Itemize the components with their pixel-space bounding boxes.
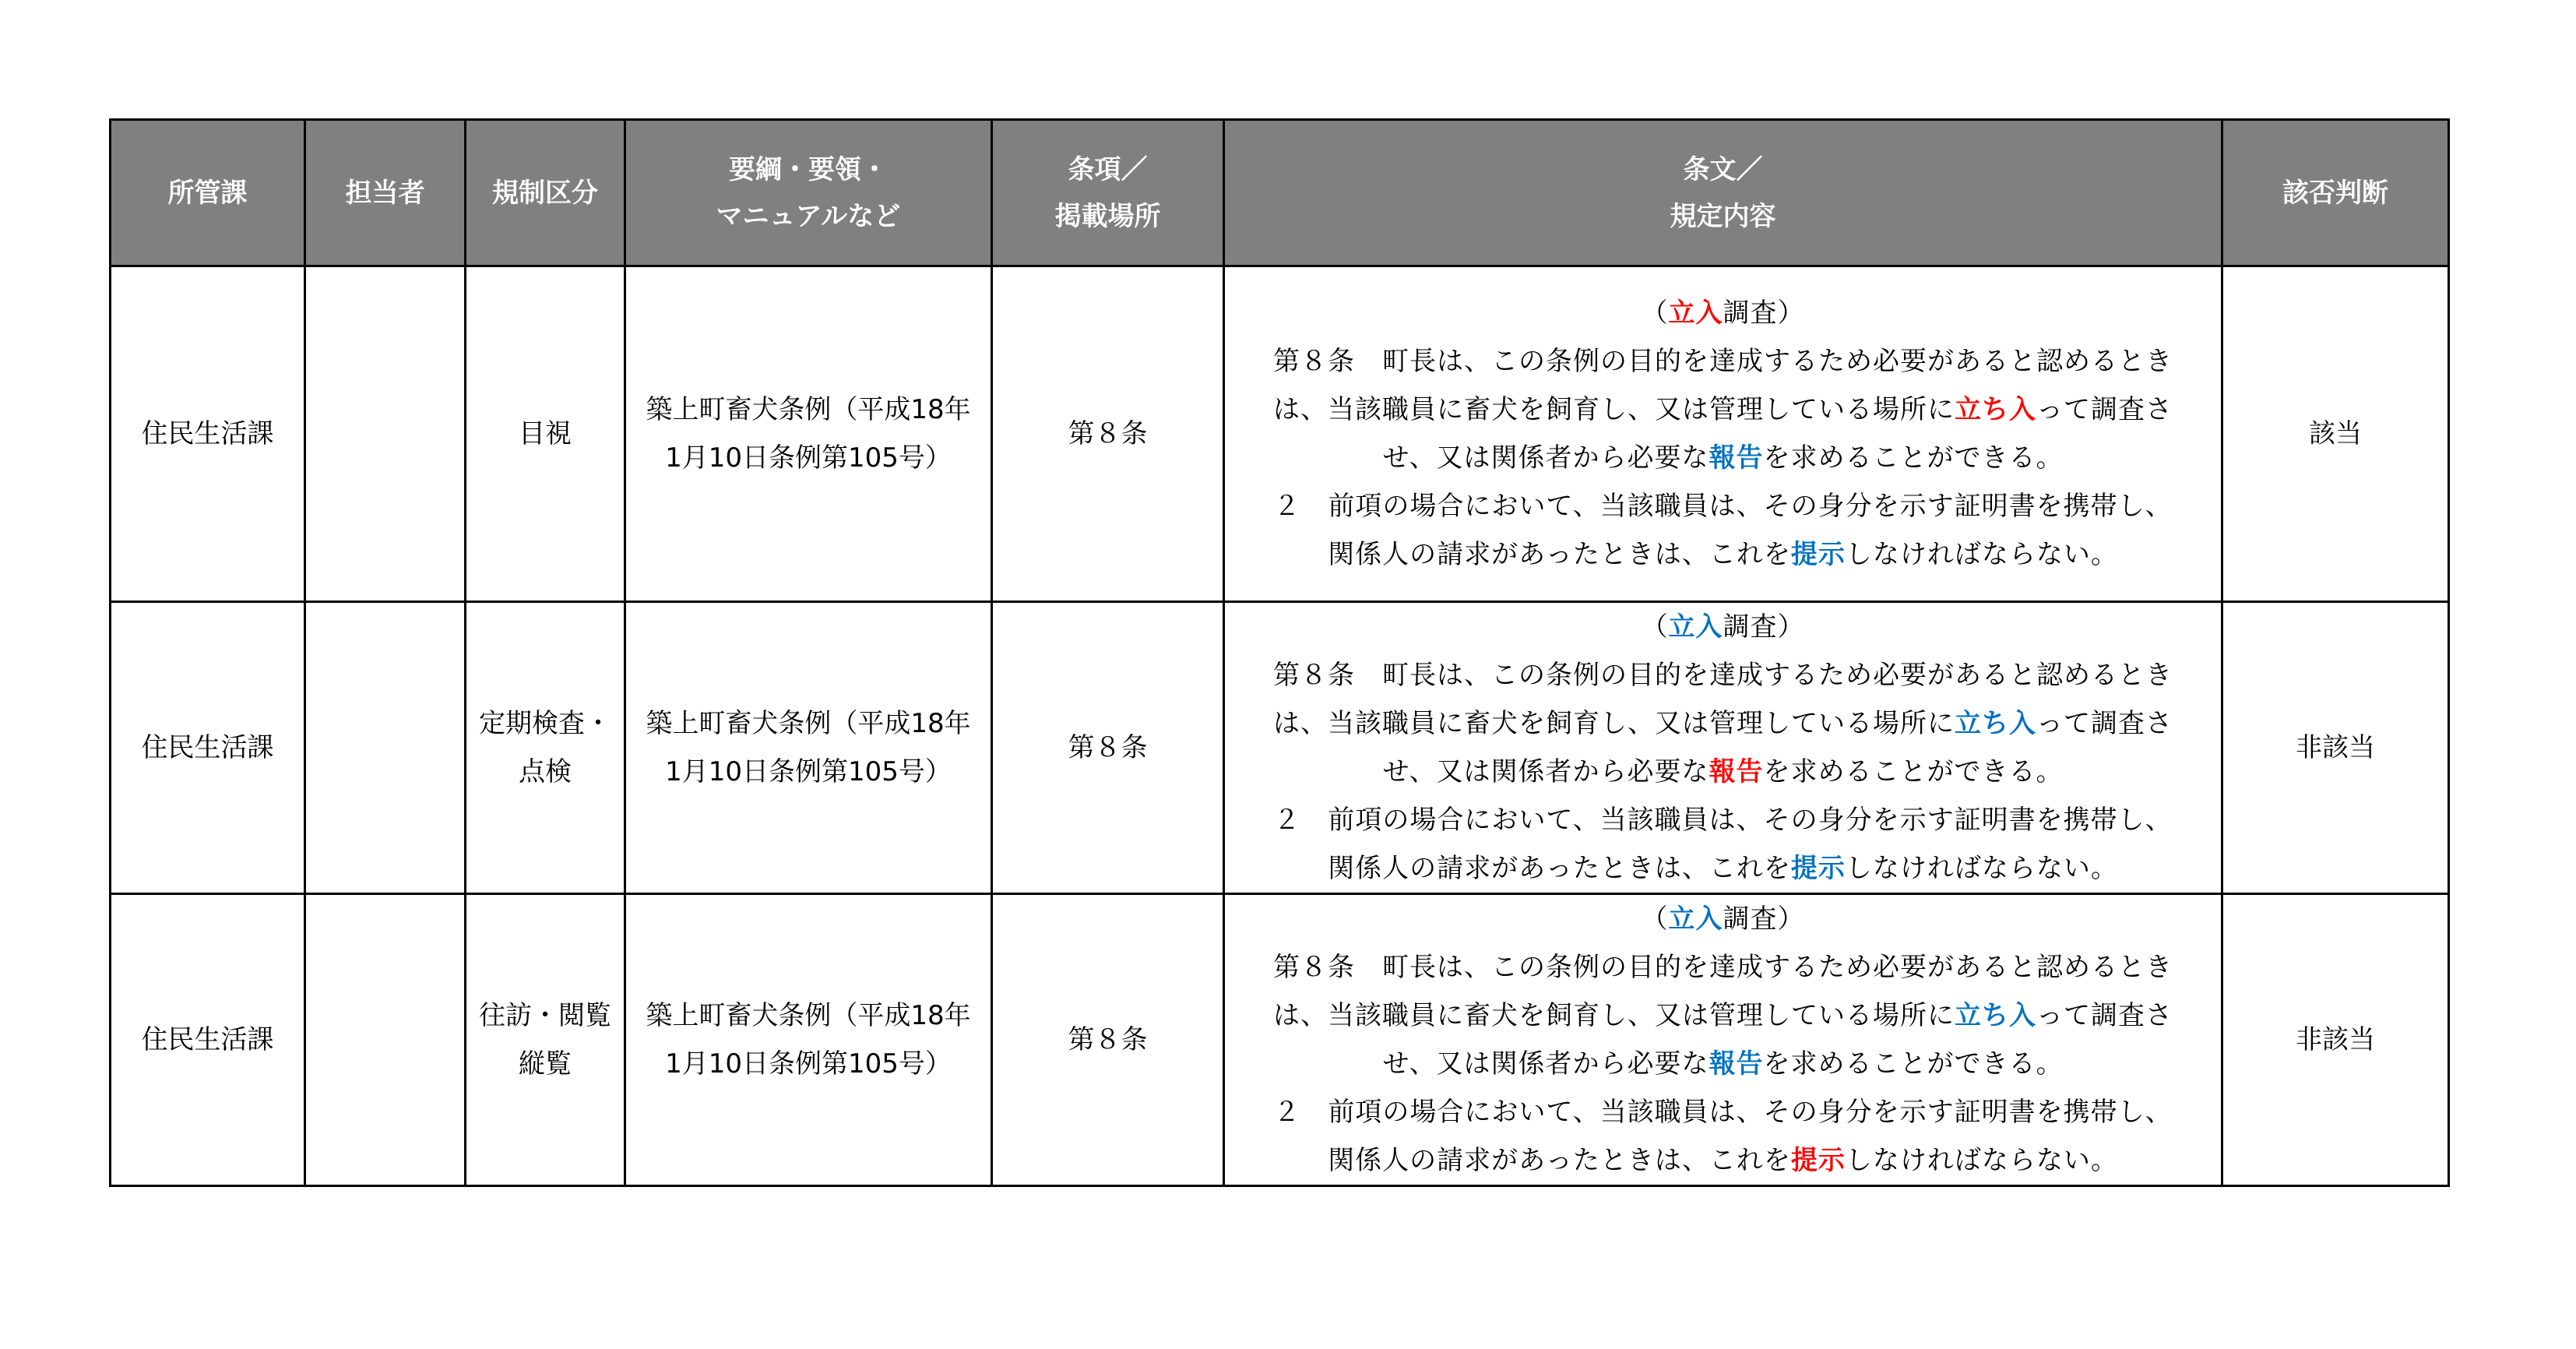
article-line <box>1225 844 2221 893</box>
header-article-text <box>1224 120 2222 266</box>
article-line <box>1225 991 2221 1040</box>
highlight-term: 立入 <box>1668 298 1723 329</box>
header-label: 所管課 <box>167 177 248 209</box>
header-label: マニュアルなど <box>716 200 901 232</box>
header-label: 規制区分 <box>492 177 598 209</box>
article-text-cell <box>1224 266 2222 602</box>
article-line <box>1225 895 2221 943</box>
text: せ、又は関係者から必要な <box>1382 442 1709 474</box>
text: 関係人の請求があったときは、これを <box>1328 1145 1791 1176</box>
article-line <box>1225 603 2221 651</box>
text: は、当該職員に畜犬を飼育し、又は管理している場所に <box>1273 394 1955 425</box>
guideline-text: 1月10日条例第105号） <box>665 1048 952 1080</box>
text: しなければならない。 <box>1845 853 2118 884</box>
text: （ <box>1641 611 1669 643</box>
article-line: ２ 前項の場合において、当該職員は、その身分を示す証明書を携帯し、 <box>1273 805 2173 836</box>
person-in-charge-cell <box>305 266 466 602</box>
article-line <box>1225 748 2221 796</box>
text: を求めることができる。 <box>1763 756 2064 787</box>
highlight-term: 提示 <box>1790 853 1846 884</box>
category-text: 目視 <box>519 418 572 449</box>
article-ref-cell: 第８条 <box>992 266 1224 602</box>
guideline-cell <box>625 894 992 1186</box>
guideline-text: 築上町畜犬条例（平成18年 <box>646 708 971 739</box>
header-guideline <box>625 120 992 266</box>
header-verdict <box>2222 120 2449 266</box>
article-line <box>1225 434 2221 482</box>
highlight-term: 提示 <box>1790 1145 1846 1176</box>
article-text-cell <box>1224 894 2222 1186</box>
article-line: 第８条 町長は、この条例の目的を達成するため必要があると認めるとき <box>1273 346 2173 377</box>
text: って調査さ <box>2036 1000 2173 1031</box>
regulation-category-cell <box>466 266 625 602</box>
header-article-ref <box>992 120 1224 266</box>
article-line <box>1225 699 2221 748</box>
text: （ <box>1641 903 1669 935</box>
text: せ、又は関係者から必要な <box>1382 756 1709 787</box>
table-row <box>111 894 2449 1186</box>
article-ref-cell: 第８条 <box>992 894 1224 1186</box>
article-line: ２ 前項の場合において、当該職員は、その身分を示す証明書を携帯し、 <box>1273 1097 2173 1128</box>
article-line: 第８条 町長は、この条例の目的を達成するため必要があると認めるとき <box>1273 660 2173 691</box>
header-label: 要綱・要領・ <box>729 153 888 185</box>
header-label: 条項／ <box>1068 153 1148 185</box>
text: 関係人の請求があったときは、これを <box>1328 853 1791 884</box>
header-label: 該否判断 <box>2282 177 2388 209</box>
header-label: 担当者 <box>345 177 425 209</box>
text: って調査さ <box>2036 394 2173 425</box>
article-line: ２ 前項の場合において、当該職員は、その身分を示す証明書を携帯し、 <box>1273 491 2173 522</box>
header-department <box>111 120 305 266</box>
text: を求めることができる。 <box>1763 442 2064 474</box>
header-label: 規定内容 <box>1670 200 1776 232</box>
header-regulation-category <box>466 120 625 266</box>
text: 関係人の請求があったときは、これを <box>1328 539 1791 570</box>
highlight-term: 報告 <box>1709 1048 1764 1080</box>
verdict-cell: 該当 <box>2222 266 2449 602</box>
highlight-term: 立ち入 <box>1955 394 2036 425</box>
regulation-table <box>109 118 2450 1187</box>
text: しなければならない。 <box>1845 539 2118 570</box>
guideline-cell <box>625 266 992 602</box>
text: は、当該職員に畜犬を飼育し、又は管理している場所に <box>1273 708 1955 739</box>
text: 調査） <box>1723 298 1805 329</box>
text: 調査） <box>1723 903 1805 935</box>
highlight-term: 立入 <box>1668 611 1723 643</box>
highlight-term: 立入 <box>1668 903 1723 935</box>
header-label: 掲載場所 <box>1054 200 1161 232</box>
category-text: 定期検査・ <box>479 708 611 739</box>
department-cell: 住民生活課 <box>111 266 305 602</box>
verdict-cell: 非該当 <box>2222 894 2449 1186</box>
text: 調査） <box>1723 611 1805 643</box>
article-line <box>1225 1040 2221 1088</box>
guideline-text: 築上町畜犬条例（平成18年 <box>646 1000 971 1031</box>
verdict-cell: 非該当 <box>2222 602 2449 894</box>
article-line <box>1225 386 2221 434</box>
category-text: 往訪・閲覧 <box>479 1000 611 1031</box>
guideline-text: 築上町畜犬条例（平成18年 <box>646 394 971 425</box>
person-in-charge-cell <box>305 894 466 1186</box>
text: って調査さ <box>2036 708 2173 739</box>
article-line <box>1225 289 2221 337</box>
article-line <box>1225 1136 2221 1185</box>
header-person-in-charge <box>305 120 466 266</box>
text: せ、又は関係者から必要な <box>1382 1048 1709 1080</box>
person-in-charge-cell <box>305 602 466 894</box>
guideline-text: 1月10日条例第105号） <box>665 756 952 787</box>
text: （ <box>1641 298 1669 329</box>
text: は、当該職員に畜犬を飼育し、又は管理している場所に <box>1273 1000 1955 1031</box>
regulation-category-cell <box>466 602 625 894</box>
article-text-cell <box>1224 602 2222 894</box>
highlight-term: 立ち入 <box>1955 1000 2036 1031</box>
table-row <box>111 266 2449 602</box>
text: しなければならない。 <box>1845 1145 2118 1176</box>
article-line: 第８条 町長は、この条例の目的を達成するため必要があると認めるとき <box>1273 952 2173 983</box>
guideline-cell <box>625 602 992 894</box>
category-text: 縦覧 <box>519 1048 572 1080</box>
article-ref-cell: 第８条 <box>992 602 1224 894</box>
text: を求めることができる。 <box>1763 1048 2064 1080</box>
header-row <box>111 120 2449 266</box>
highlight-term: 報告 <box>1709 756 1764 787</box>
highlight-term: 立ち入 <box>1955 708 2036 739</box>
article-line <box>1225 530 2221 579</box>
table-row <box>111 602 2449 894</box>
guideline-text: 1月10日条例第105号） <box>665 442 952 474</box>
highlight-term: 報告 <box>1709 442 1764 474</box>
header-label: 条文／ <box>1683 153 1763 185</box>
department-cell: 住民生活課 <box>111 602 305 894</box>
category-text: 点検 <box>519 756 572 787</box>
regulation-category-cell <box>466 894 625 1186</box>
department-cell: 住民生活課 <box>111 894 305 1186</box>
highlight-term: 提示 <box>1790 539 1846 570</box>
